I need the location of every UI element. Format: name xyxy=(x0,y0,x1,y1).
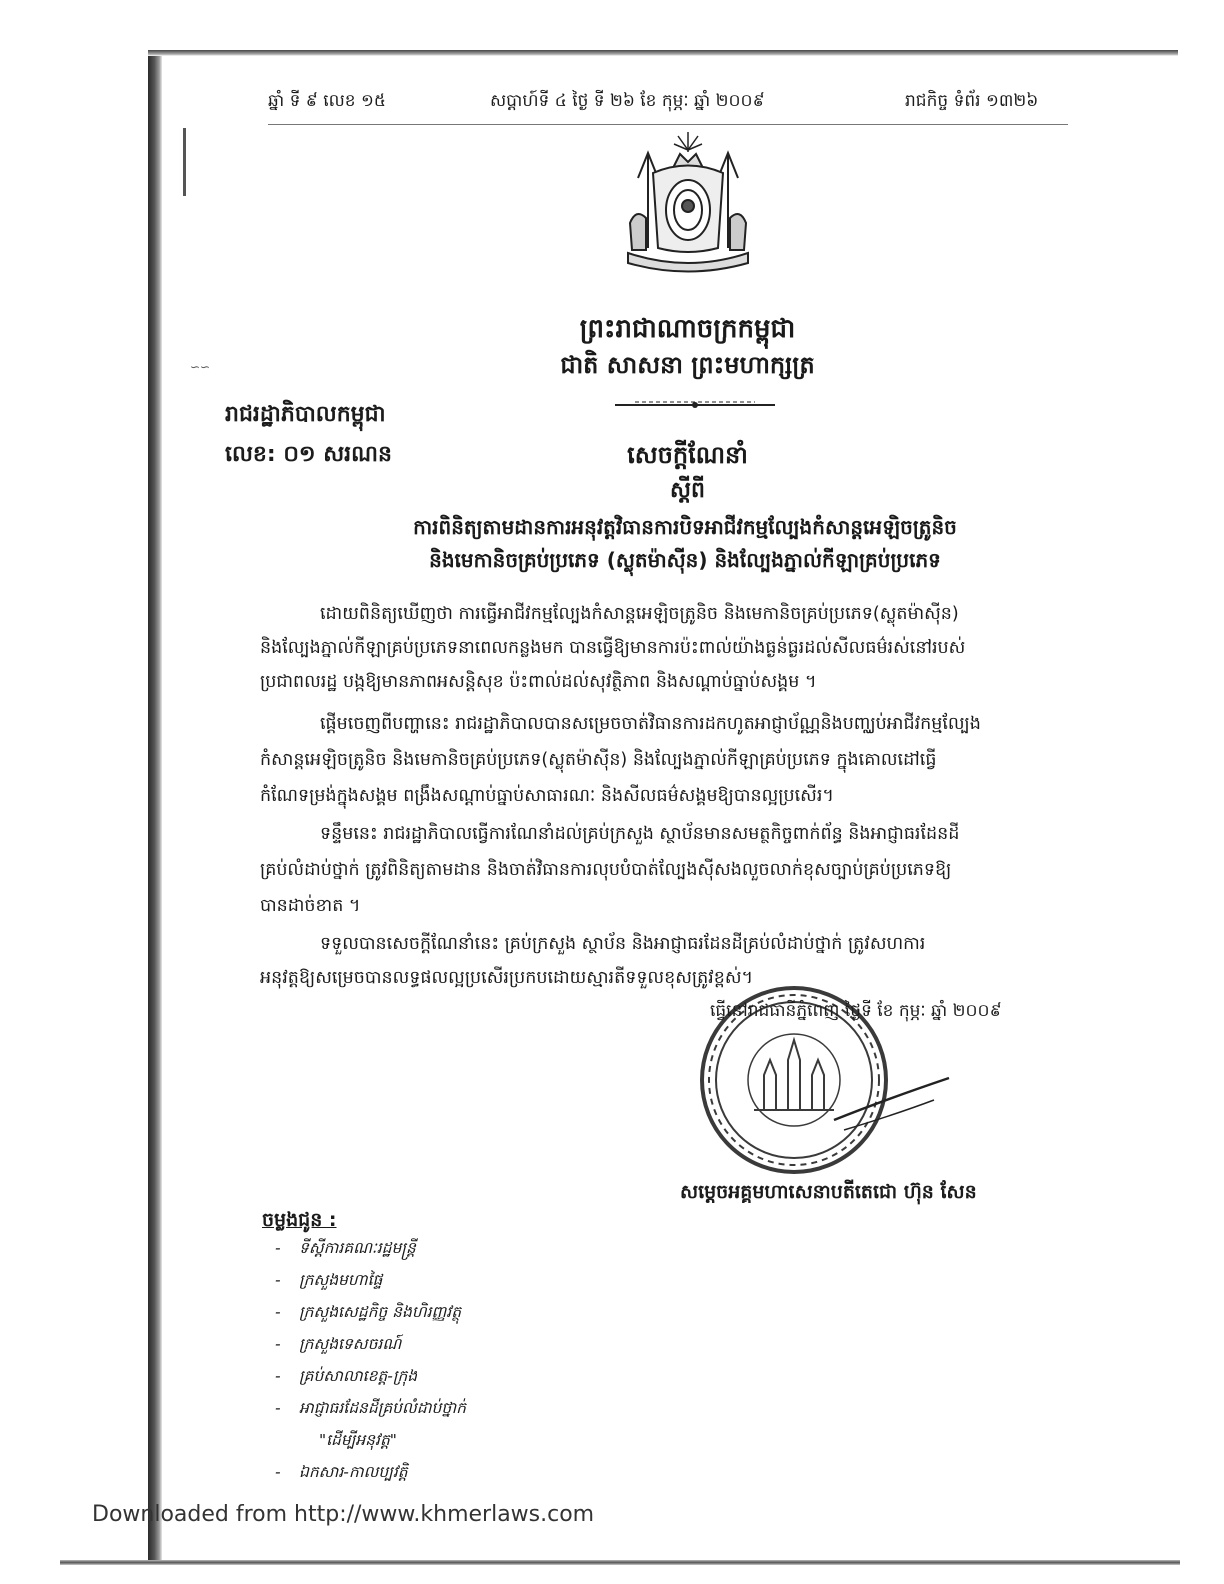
cc-item: - ទីស្តីការគណៈរដ្ឋមន្ត្រី xyxy=(275,1239,416,1257)
document-number: លេខ: ០១ សរណន xyxy=(225,442,392,467)
binding-mark xyxy=(183,128,186,196)
paragraph-2-line-2: កំសាន្តអេឡិចត្រូនិច និងមេកានិចគ្រប់ប្រភេទ(ស្លុតម៉ាស៊ីន) និងល្បែងភ្នាល់កីឡាគ្រប់ប្រភេទ ក្នុងគោលដៅធ្វើ xyxy=(260,750,937,770)
signatory-name: សម្តេចអគ្គមហាសេនាបតីតេជោ ហ៊ុន សែន xyxy=(680,1181,977,1203)
gazette-date: សប្តាហ៍ទី ៤ ថ្ងៃ ទី ២៦ ខែ កុម្ភៈ ឆ្នាំ ២០០៩ xyxy=(490,91,765,111)
paragraph-1-line-1: ដោយពិនិត្យឃើញថា ការធ្វើអាជីវកម្មល្បែងកំសាន្តអេឡិចត្រូនិច និងមេកានិចគ្រប់ប្រភេទ(ស្លុតម៉ាស៊ីន) xyxy=(320,604,959,624)
subject-line-1: ការពិនិត្យតាមដានការអនុវត្តវិធានការបិទអាជីវកម្មល្បែងកំសាន្តអេឡិចត្រូនិច xyxy=(413,515,957,539)
cc-item: - ក្រសួងទេសចរណ៍ xyxy=(275,1335,402,1353)
cc-item: - ក្រសួងមហាផ្ទៃ xyxy=(275,1271,383,1289)
royal-arms-emblem-icon xyxy=(618,128,758,278)
scan-edge-bottom xyxy=(60,1560,1180,1565)
margin-mark: ∽∽ xyxy=(190,360,211,374)
document-about: ស្តីពី xyxy=(670,478,705,503)
scan-edge-left xyxy=(148,50,162,1560)
subject-line-2: និងមេកានិចគ្រប់ប្រភេទ (ស្លុតម៉ាស៊ីន) និងល្បែងភ្នាល់កីឡាគ្រប់ប្រភេទ xyxy=(429,548,941,572)
paragraph-4-line-2: អនុវត្តឱ្យសម្រេចបានលទ្ធផលល្អប្រសើរប្រកបដោយស្មារតីទទួលខុសត្រូវខ្ពស់។ xyxy=(260,968,754,988)
issuer-name: រាជរដ្ឋាភិបាលកម្ពុជា xyxy=(225,402,386,427)
download-source-link[interactable]: Downloaded from http://www.khmerlaws.com xyxy=(92,1502,595,1527)
scan-edge-top xyxy=(148,50,1178,56)
kingdom-title: ព្រះរាជាណាចក្រកម្ពុជា xyxy=(579,314,796,344)
cc-item: - ក្រសួងសេដ្ឋកិច្ច និងហិរញ្ញវត្ថុ xyxy=(275,1303,462,1321)
paragraph-3-line-1: ទន្ទឹមនេះ រាជរដ្ឋាភិបាលធ្វើការណែនាំដល់គ្រប់ក្រសួង ស្ថាប័នមានសមត្ថកិច្ចពាក់ព័ន្ធ និងអាជ្ញាធរដែនដី xyxy=(320,824,960,844)
paragraph-3-line-3: បានដាច់ខាត ។ xyxy=(260,896,361,916)
cc-list xyxy=(275,1238,466,1494)
cc-note: "ដើម្បីអនុវត្ត" xyxy=(319,1431,397,1449)
document-type: សេចក្តីណែនាំ xyxy=(627,441,748,469)
national-motto: ជាតិ សាសនា ព្រះមហាក្សត្រ xyxy=(560,351,815,379)
cc-item: - អាជ្ញាធរដែនដីគ្រប់លំដាប់ថ្នាក់ xyxy=(275,1399,466,1417)
ornament-divider xyxy=(615,398,775,412)
gazette-page: រាជកិច្ច ទំព័រ ១៣២៦ xyxy=(905,91,1039,111)
cc-title: ចម្លងជូន : xyxy=(262,1209,337,1231)
signature-date: ធ្វើនៅរាជធានីភ្នំពេញ ថ្ងៃទី ខែ កុម្ភៈ ឆ្នាំ ២០០៩ xyxy=(710,1001,1002,1021)
paragraph-1-line-3: ប្រជាពលរដ្ឋ បង្កឱ្យមានភាពអសន្តិសុខ ប៉ះពាល់ដល់សុវត្ថិភាព និងសណ្តាប់ធ្នាប់សង្គម ។ xyxy=(260,672,817,692)
cc-item: - គ្រប់សាលាខេត្ត-ក្រុង xyxy=(275,1367,418,1385)
paragraph-2-line-3: កំណែទម្រង់ក្នុងសង្គម ពង្រឹងសណ្តាប់ធ្នាប់សាធារណៈ និងសីលធម៌សង្គមឱ្យបានល្អប្រសើរ។ xyxy=(260,786,834,806)
paragraph-1-line-2: និងល្បែងភ្នាល់កីឡាគ្រប់ប្រភេទនាពេលកន្លងមក បានធ្វើឱ្យមានការប៉ះពាល់យ៉ាងធ្ងន់ធ្ងរដល់សីលធម៌រស់នៅរបស់ xyxy=(260,638,966,658)
header-divider xyxy=(268,124,1068,125)
paragraph-3-line-2: គ្រប់លំដាប់ថ្នាក់ ត្រូវពិនិត្យតាមដាន និងចាត់វិធានការលុបបំបាត់ល្បែងស៊ីសងលួចលាក់ខុសច្បាប់គ្រប់ប្រភេទឱ្យ xyxy=(260,860,952,880)
cc-item: - ឯកសារ-កាលប្បវត្តិ xyxy=(275,1463,408,1481)
paragraph-2-line-1: ផ្តើមចេញពីបញ្ហានេះ រាជរដ្ឋាភិបាលបានសម្រេចចាត់វិធានការដកហូតអាជ្ញាប័ណ្ណនិងបញ្ឈប់អាជីវកម្មល្បែង xyxy=(320,714,981,734)
paragraph-4-line-1: ទទួលបានសេចក្តីណែនាំនេះ គ្រប់ក្រសួង ស្ថាប័ន និងអាជ្ញាធរដែនដីគ្រប់លំដាប់ថ្នាក់ ត្រូវសហការ xyxy=(320,934,926,954)
gazette-year-issue: ឆ្នាំ ទី ៩ លេខ ១៥ xyxy=(268,91,386,111)
